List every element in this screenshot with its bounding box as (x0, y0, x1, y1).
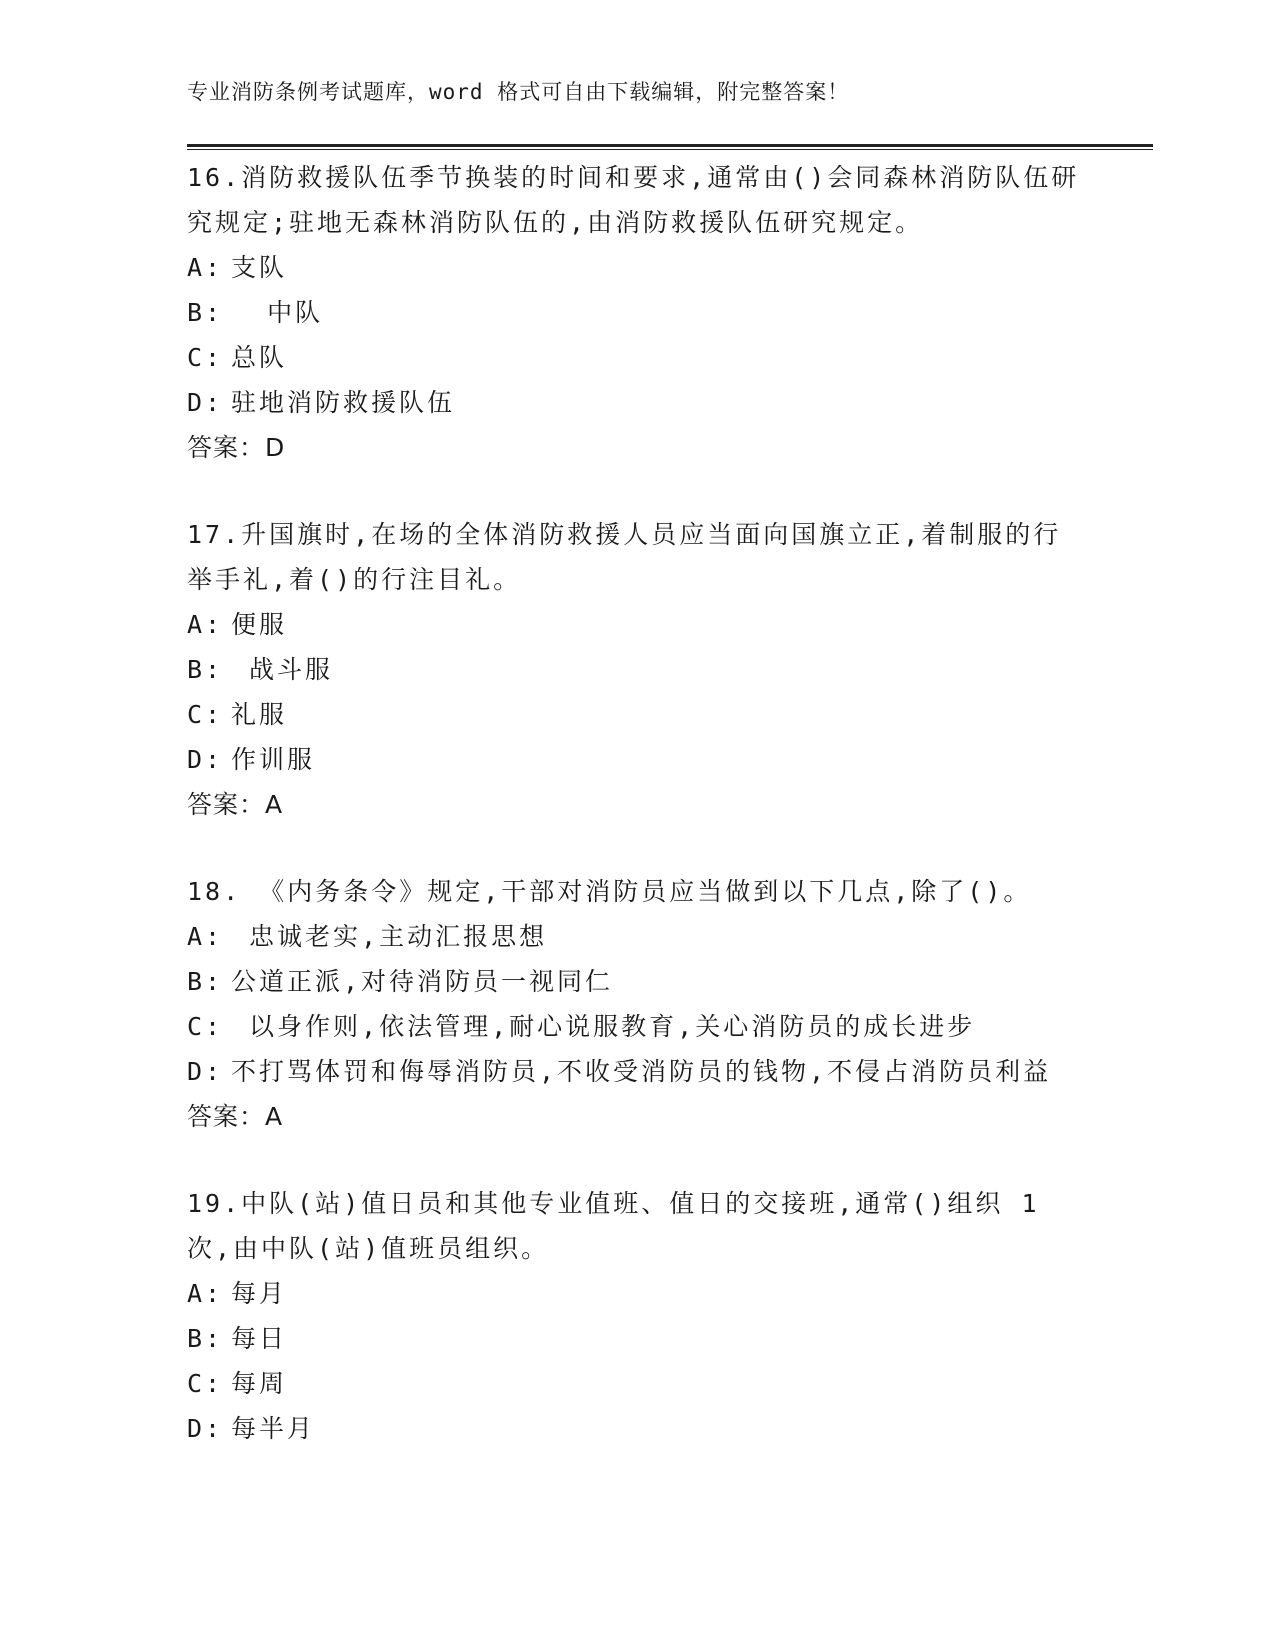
option-letter: B: (187, 1324, 224, 1353)
option-letter: C: (187, 700, 224, 729)
header-divider (187, 144, 1153, 150)
option-b (187, 959, 1087, 1004)
answer-line: 答案：A (187, 790, 284, 819)
option-c (187, 1361, 1087, 1406)
question-list (187, 155, 1087, 1493)
option-text: 公道正派,对待消防员一视同仁 (231, 967, 614, 996)
option-text: 战斗服 (231, 655, 334, 684)
option-text: 不打骂体罚和侮辱消防员,不收受消防员的钱物,不侵占消防员利益 (231, 1057, 1052, 1086)
question-text: 19.中队(站)值日员和其他专业值班、值日的交接班,通常()组织 1 次,由中队(站)值班员组织。 (187, 1189, 1040, 1263)
option-text: 每日 (231, 1324, 288, 1353)
option-text: 每半月 (231, 1414, 316, 1443)
option-letter: D: (187, 745, 224, 774)
option-a (187, 1271, 1087, 1316)
option-text: 便服 (231, 610, 288, 639)
option-letter: C: (187, 1369, 224, 1398)
option-letter: B: (187, 655, 224, 684)
option-letter: A: (187, 610, 224, 639)
option-letter: D: (187, 1057, 224, 1086)
question-18 (187, 869, 1087, 1139)
option-a (187, 602, 1087, 647)
question-text: 16.消防救援队伍季节换装的时间和要求,通常由()会同森林消防队伍研究规定;驻地无森林消防队伍的,由消防救援队伍研究规定。 (187, 163, 1080, 237)
option-letter: B: (187, 967, 224, 996)
answer-line: 答案：D (187, 433, 286, 462)
question-17 (187, 512, 1087, 827)
page-header: 专业消防条例考试题库，word 格式可自由下载编辑，附完整答案！ (187, 80, 850, 104)
option-c (187, 335, 1087, 380)
option-text: 驻地消防救援队伍 (231, 388, 456, 417)
option-c (187, 692, 1087, 737)
option-text: 每周 (231, 1369, 288, 1398)
option-text: 礼服 (231, 700, 288, 729)
option-a (187, 914, 1087, 959)
option-text: 总队 (231, 343, 288, 372)
option-letter: A: (187, 922, 224, 951)
option-d (187, 1049, 1087, 1094)
question-text: 17.升国旗时,在场的全体消防救援人员应当面向国旗立正,着制服的行举手礼,着()的行注目礼。 (187, 520, 1062, 594)
option-letter: A: (187, 253, 224, 282)
option-b (187, 290, 1087, 335)
option-d (187, 1406, 1087, 1451)
option-text: 每月 (231, 1279, 288, 1308)
option-b (187, 1316, 1087, 1361)
option-text: 中队 (231, 298, 324, 327)
option-a (187, 245, 1087, 290)
option-letter: B: (187, 298, 224, 327)
question-text: 18. 《内务条令》规定,干部对消防员应当做到以下几点,除了()。 (187, 877, 1032, 906)
option-letter: C: (187, 1012, 224, 1041)
option-d (187, 737, 1087, 782)
option-b (187, 647, 1087, 692)
option-letter: C: (187, 343, 224, 372)
option-text: 忠诚老实,主动汇报思想 (231, 922, 548, 951)
question-16 (187, 155, 1087, 470)
option-d (187, 380, 1087, 425)
answer-line: 答案：A (187, 1102, 284, 1131)
option-letter: D: (187, 1414, 224, 1443)
question-19 (187, 1181, 1087, 1451)
option-text: 支队 (231, 253, 288, 282)
option-text: 作训服 (231, 745, 316, 774)
option-letter: D: (187, 388, 224, 417)
option-c (187, 1004, 1087, 1049)
option-text: 以身作则,依法管理,耐心说服教育,关心消防员的成长进步 (231, 1012, 976, 1041)
option-letter: A: (187, 1279, 224, 1308)
